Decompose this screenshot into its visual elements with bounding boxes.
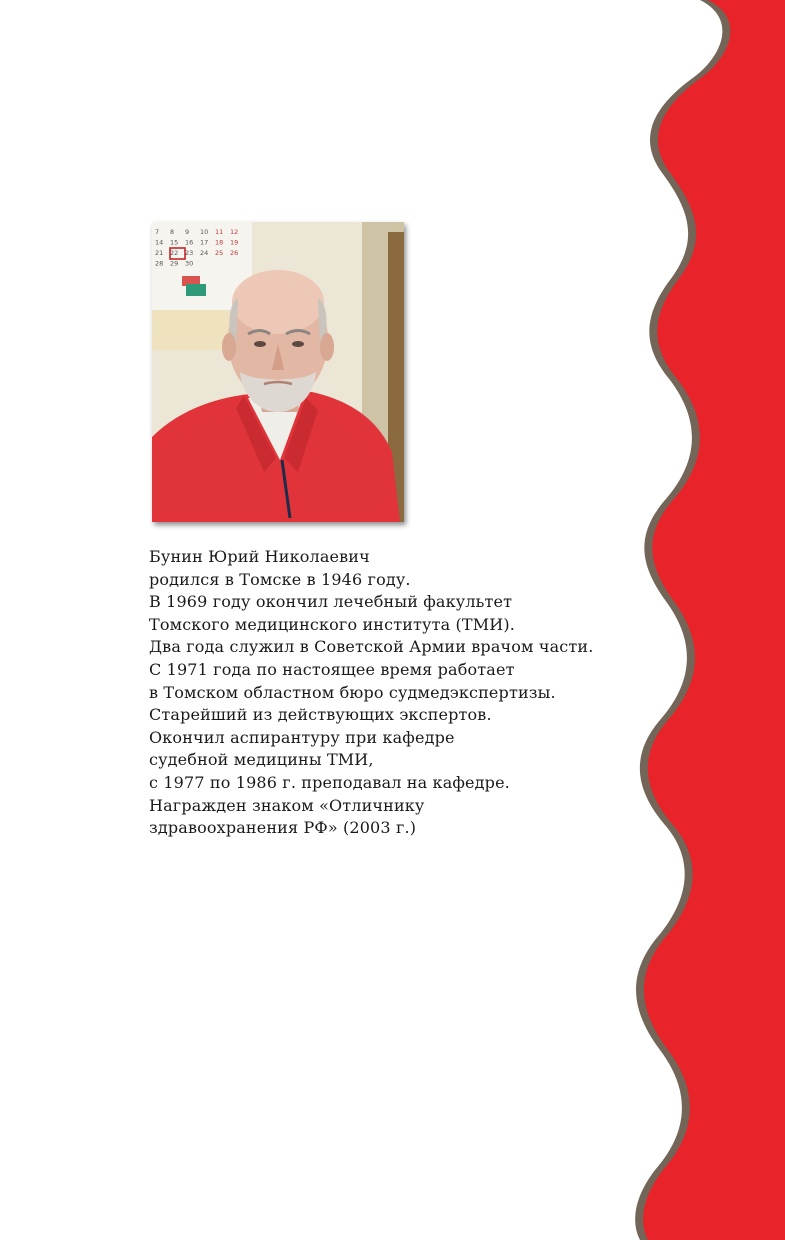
calendar-day: 15 xyxy=(170,238,179,247)
calendar-day: 21 xyxy=(155,249,164,257)
calendar-day: 26 xyxy=(230,249,239,257)
calendar-day: 22 xyxy=(170,249,179,257)
calendar-day: 28 xyxy=(155,259,164,268)
bio-line: родился в Томске в 1946 году. xyxy=(149,569,411,589)
bio-line: Томского медицинского института (ТМИ). xyxy=(149,614,516,634)
bio-line: С 1971 года по настоящее время работает xyxy=(149,659,515,679)
bio-line: здравоохранения РФ» (2003 г.) xyxy=(149,818,417,838)
calendar-day: 12 xyxy=(230,228,239,236)
calendar-day: 18 xyxy=(215,238,224,247)
calendar-day: 16 xyxy=(185,238,194,247)
calendar-day: 30 xyxy=(185,259,194,268)
calendar-day: 29 xyxy=(170,259,179,268)
bio-line: Два года служил в Советской Армии врачом части. xyxy=(149,637,594,657)
calendar-day: 7 xyxy=(155,228,160,236)
bio-line: Окончил аспирантуру при кафедре xyxy=(149,727,455,747)
calendar-day: 8 xyxy=(170,228,175,236)
bio-line: Награжден знаком «Отличнику xyxy=(149,795,425,815)
portrait-photo xyxy=(152,222,404,522)
calendar-day: 14 xyxy=(155,238,164,247)
bio-line: в Томском областном бюро судмедэкспертизы. xyxy=(149,682,556,702)
calendar-day: 10 xyxy=(200,228,209,236)
calendar-day: 25 xyxy=(215,249,224,257)
calendar-day: 24 xyxy=(200,249,209,257)
bio-line: судебной медицины ТМИ, xyxy=(149,750,374,770)
bio-line: Старейший из действующих экспертов. xyxy=(149,705,492,725)
bio-line: В 1969 году окончил лечебный факультет xyxy=(149,592,513,612)
calendar-day: 19 xyxy=(230,238,239,247)
calendar-day: 11 xyxy=(215,228,224,236)
bio-line: с 1977 по 1986 г. преподавал на кафедре. xyxy=(149,772,510,792)
biography-text xyxy=(149,546,629,840)
calendar-day: 17 xyxy=(200,238,209,247)
calendar-day: 23 xyxy=(185,249,194,257)
bio-line: Бунин Юрий Николаевич xyxy=(149,547,370,566)
calendar-day: 9 xyxy=(185,228,190,236)
